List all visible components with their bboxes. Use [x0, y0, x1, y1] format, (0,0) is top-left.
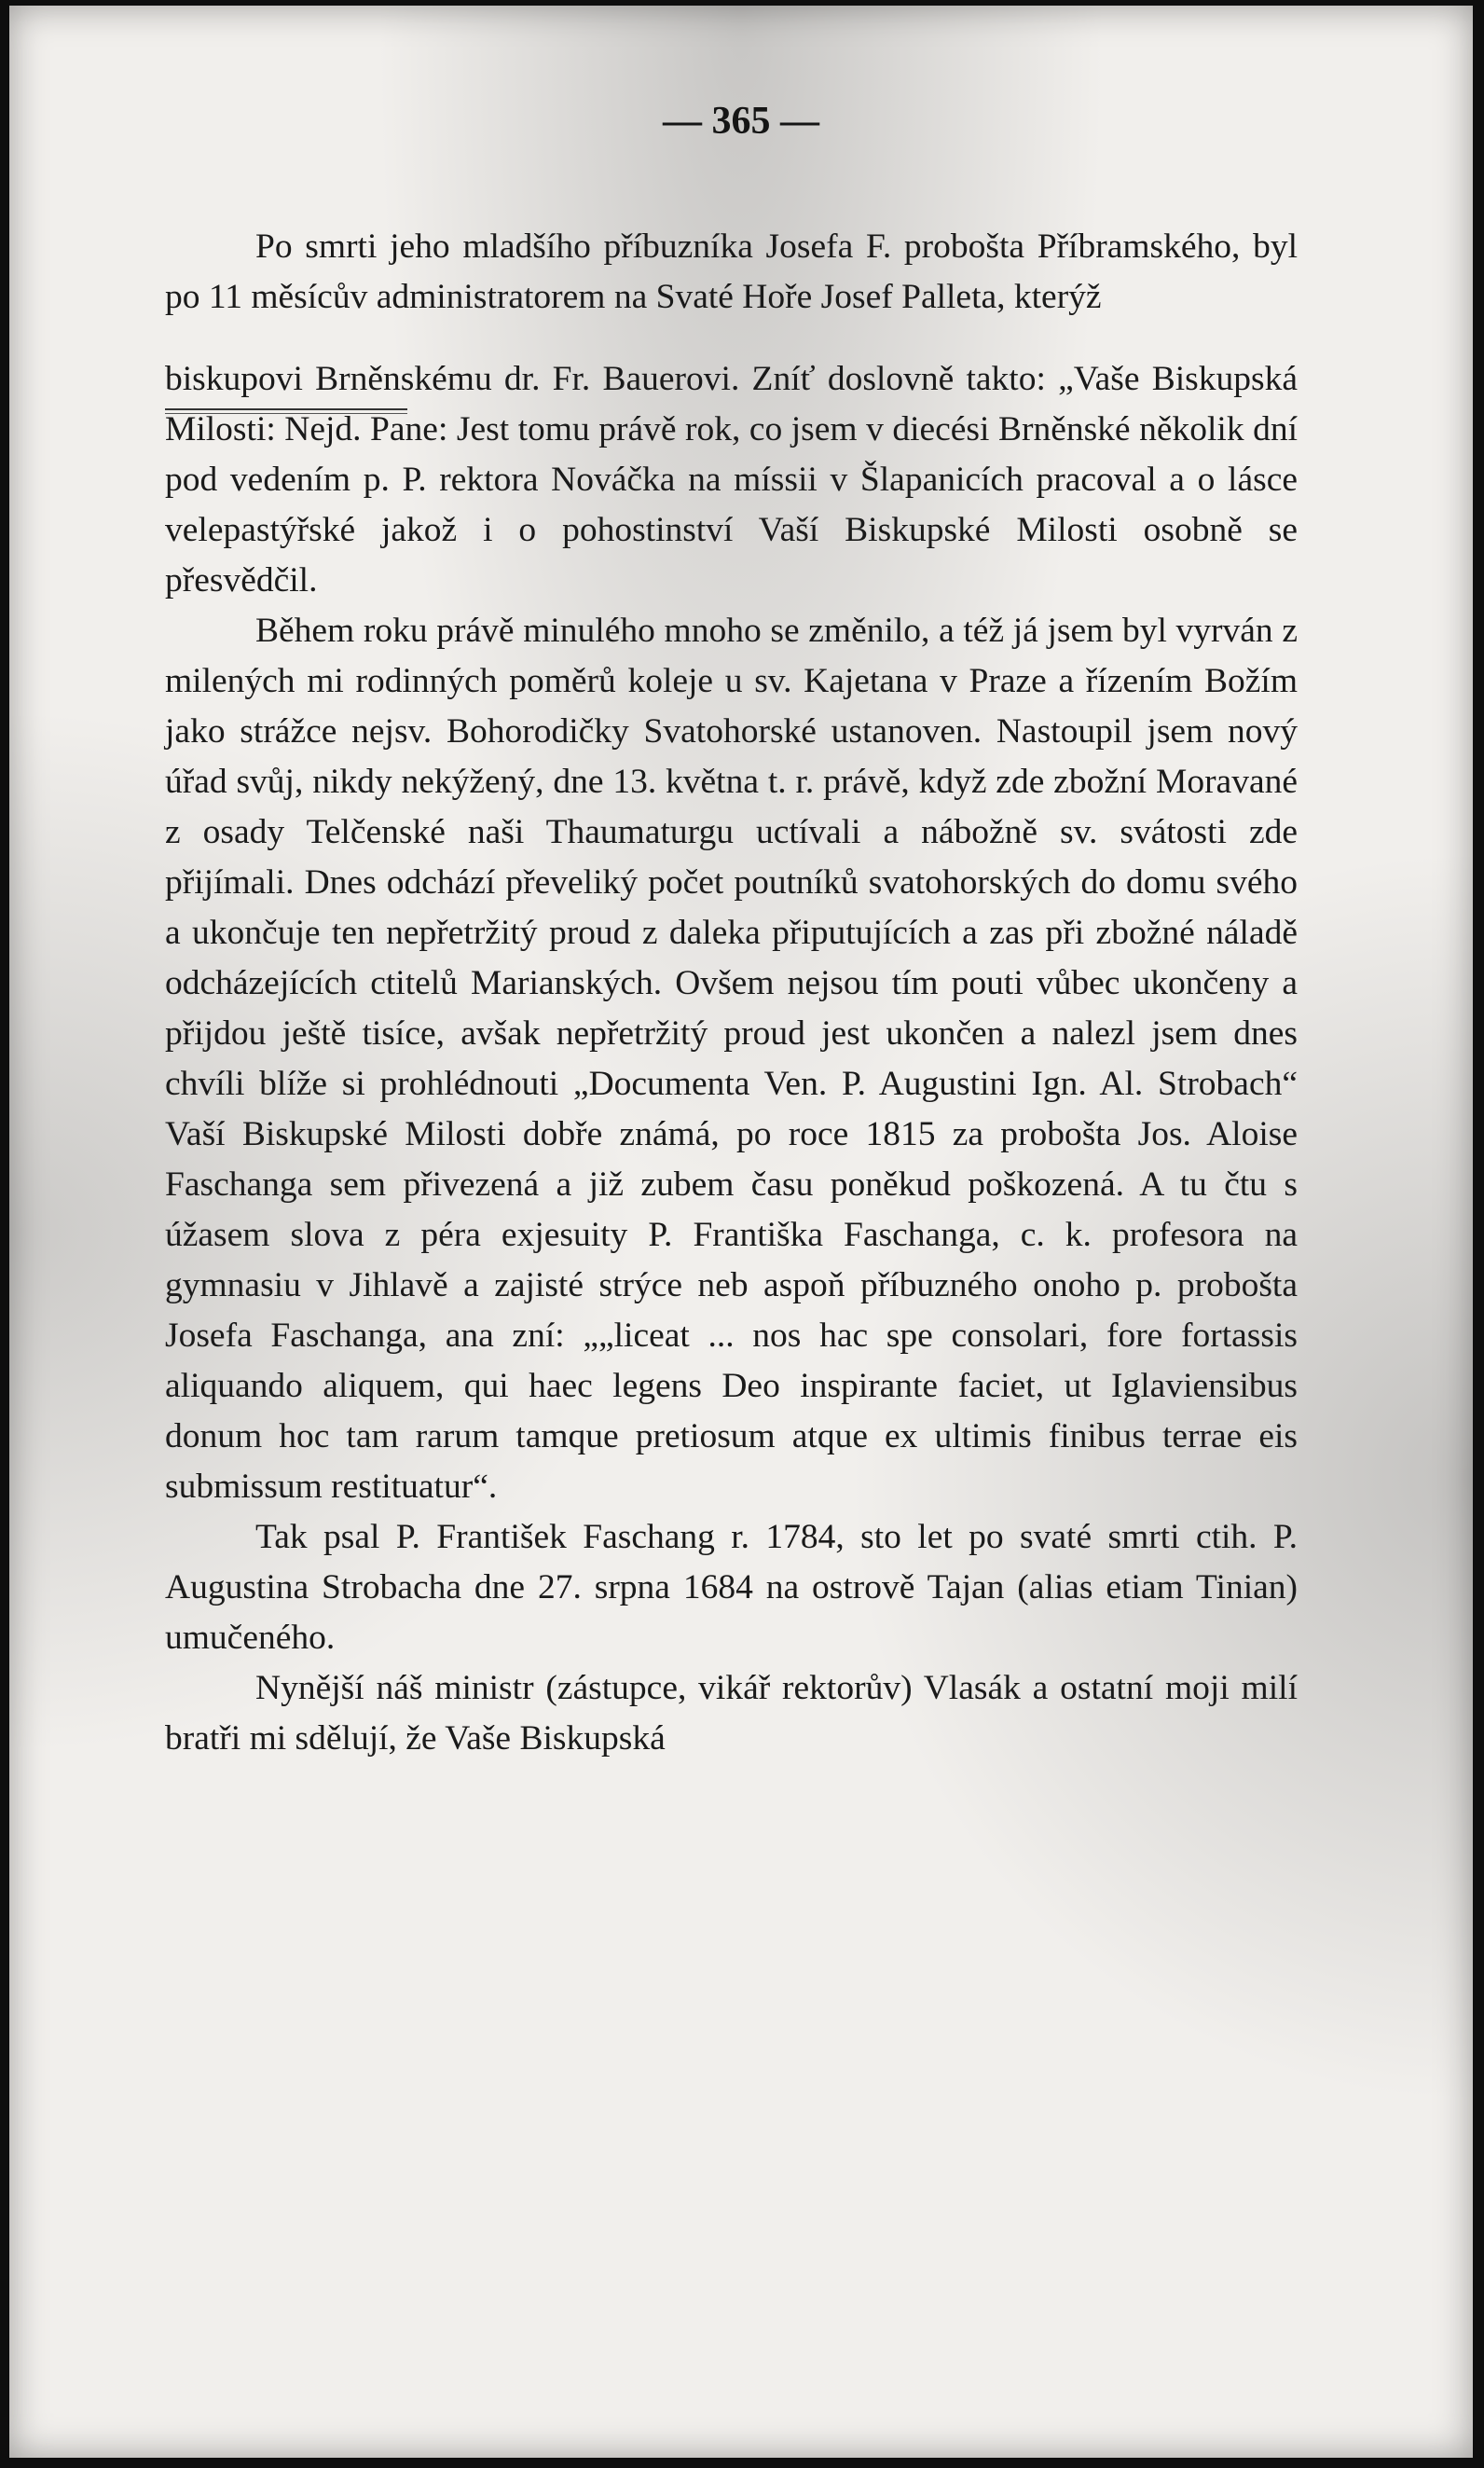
paragraph-1: biskupovi Brněnskému dr. Fr. Bauerovi. Zníť doslovně takto: „Vaše Biskupská Milosti: Nejd. Pane: Jest tomu právě rok, co jsem v diecési Brněnské několik dní pod vedením p. P. rektora Nováčka na míssii v Šlapanicích pracoval a o lásce velepastýřské jakož i o pohostinství Vaší Biskupské Milosti osobně se přesvědčil. — [165, 360, 1298, 600]
paragraph-3: Tak psal P. František Faschang r. 1784, sto let po svaté smrti ctih. P. Augustina Strobacha dne 27. srpna 1684 na ostrově Tajan (alias etiam Tinian) umučeného. — [165, 1518, 1298, 1657]
footnote-rule-secondary — [165, 413, 407, 414]
page-number: — 365 — — [663, 100, 819, 143]
paragraph-4: Nynější náš ministr (zástupce, vikář rektorův) Vlasák a ostatní moji milí bratři mi sdělují, že Vaše Biskupská — [165, 1669, 1298, 1758]
header-paragraph: Po smrti jeho mladšího příbuzníka Josefa F. proboštа Příbramského, byl po 11 měsícův administratorem na Svaté Hoře Josef Palleta, kterýž — [165, 227, 1298, 316]
book-page — [9, 6, 1473, 2458]
paragraph-2: Během roku právě minulého mnoho se změnilo, a též já jsem byl vyrván z milených mi rodinných poměrů koleje u sv. Kajetana v Praze a řízením Božím jako strážce nejsv. Bohorodičky Svatohorské ustanoven. Nastoupil jsem nový úřad svůj, nikdy nekýžený, dne 13. května t. r. právě, když zde zbožní Moravané z osady Telčenské naši Thaumaturgu uctívali a nábožně sv. svátosti zde přijímali. Dnes odchází převeliký počet poutníků svatohorských do domu svého a ukončuje ten nepřetržitý proud z daleka připutujících a zas při zbožné náladě odcházejících ctitelů Marianských. Ovšem nejsou tím pouti vůbec ukončeny a přijdou ještě tisíce, avšak nepřetržitý proud jest ukončen a nalezl jsem dnes chvíli blíže si prohlédnouti „Documenta Ven. P. Augustini Ign. Al. Strobach“ Vaší Biskupské Milosti dobře známá, po roce 1815 za probošta Jos. Aloise Faschanga sem přivezená a již zubem času poněkud poškozená. A tu čtu s úžasem slova z péra exjesuity P. Františka Faschanga, c. k. profesora na gymnasiu v Jihlavě a zajisté strýce neb aspoň příbuzného onoho p. probošta Josefa Faschanga, ana zní: „„liceat ... nos hac spe consolari, fore fortassis aliquando aliquem, qui haec legens Deo inspirante faciet, ut Iglaviensibus donum hoc tam rarum tamque pretiosum atque ex ultimis finibus terrae eis submissum restituatur“. — [165, 612, 1298, 1506]
footnote-rule — [165, 408, 407, 410]
text-block — [165, 222, 1298, 1764]
